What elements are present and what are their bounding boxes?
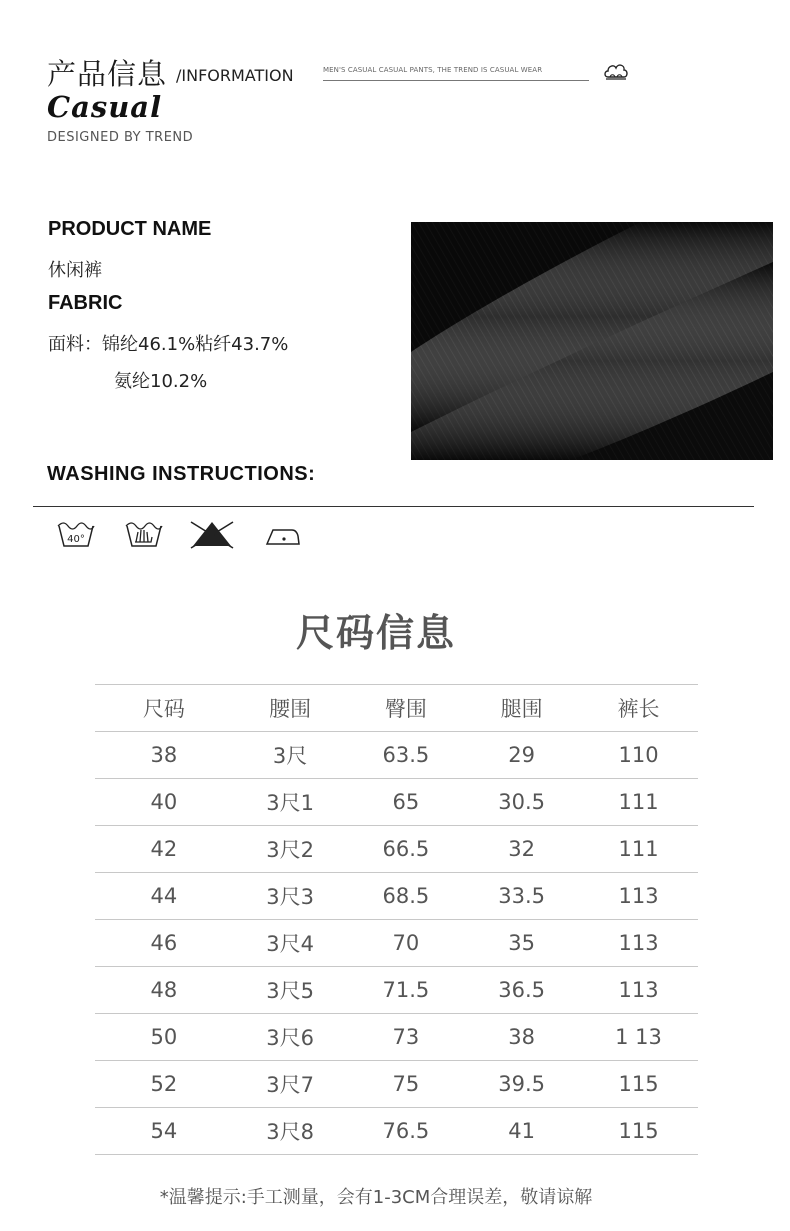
header-thigh: 腿围: [464, 685, 579, 732]
table-row: [95, 1014, 698, 1061]
measurement-note: *温馨提示:手工测量，会有1-3CM合理误差，敬请谅解: [159, 1187, 593, 1208]
cell-length: 111: [579, 826, 698, 873]
cloud-icon: [603, 60, 629, 82]
table-header-row: [95, 685, 698, 732]
cell-size: 40: [95, 779, 233, 826]
cell-waist: 3尺: [233, 732, 348, 779]
cell-hip: 68.5: [347, 873, 464, 920]
cell-waist: 3尺7: [233, 1061, 348, 1108]
cell-waist: 3尺1: [233, 779, 348, 826]
cell-waist: 3尺5: [233, 967, 348, 1014]
fabric-composition-line1: 面料：锦纶46.1%粘纤43.7%: [48, 334, 289, 355]
cell-thigh: 30.5: [464, 779, 579, 826]
cell-length: 115: [579, 1061, 698, 1108]
header-size: 尺码: [95, 685, 233, 732]
cell-size: 50: [95, 1014, 233, 1061]
page-title: 产品信息: [47, 57, 168, 91]
wash-40-icon: [56, 518, 96, 550]
cell-length: 110: [579, 732, 698, 779]
header-length: 裤长: [579, 685, 698, 732]
cell-hip: 76.5: [347, 1108, 464, 1155]
cell-waist: 3尺2: [233, 826, 348, 873]
product-name-value: 休闲裤: [48, 260, 102, 281]
cell-hip: 71.5: [347, 967, 464, 1014]
cell-length: 113: [579, 920, 698, 967]
cell-thigh: 38: [464, 1014, 579, 1061]
size-table: [95, 684, 698, 1155]
wash-temp-label: 40°: [67, 534, 85, 545]
cell-waist: 3尺8: [233, 1108, 348, 1155]
cell-waist: 3尺6: [233, 1014, 348, 1061]
cell-waist: 3尺4: [233, 920, 348, 967]
cell-hip: 66.5: [347, 826, 464, 873]
hand-wash-icon: [124, 518, 164, 550]
brand-script: Casual: [47, 90, 163, 124]
tagline: MEN'S CASUAL CASUAL PANTS, THE TREND IS CASUAL WEAR: [323, 66, 589, 81]
table-row: [95, 826, 698, 873]
cell-thigh: 39.5: [464, 1061, 579, 1108]
iron-low-icon: [264, 518, 302, 550]
table-row: [95, 967, 698, 1014]
cell-length: 111: [579, 779, 698, 826]
table-row: [95, 779, 698, 826]
cell-size: 42: [95, 826, 233, 873]
cell-hip: 75: [347, 1061, 464, 1108]
fabric-heading: FABRIC: [48, 292, 123, 314]
product-name-heading: PRODUCT NAME: [48, 218, 212, 240]
size-section-title: 尺码信息: [295, 611, 456, 655]
cell-hip: 70: [347, 920, 464, 967]
cell-length: 1 13: [579, 1014, 698, 1061]
fabric-composition-line2: 氨纶10.2%: [114, 371, 208, 392]
table-row: [95, 920, 698, 967]
cell-size: 44: [95, 873, 233, 920]
cell-length: 113: [579, 873, 698, 920]
table-row: [95, 1061, 698, 1108]
cell-hip: 73: [347, 1014, 464, 1061]
cell-thigh: 35: [464, 920, 579, 967]
table-row: [95, 732, 698, 779]
cell-thigh: 33.5: [464, 873, 579, 920]
cell-size: 54: [95, 1108, 233, 1155]
designed-by-label: DESIGNED BY TREND: [47, 130, 194, 145]
cell-size: 52: [95, 1061, 233, 1108]
cell-waist: 3尺3: [233, 873, 348, 920]
cell-thigh: 41: [464, 1108, 579, 1155]
cell-size: 46: [95, 920, 233, 967]
fabric-swatch-image: [411, 222, 773, 460]
cell-length: 113: [579, 967, 698, 1014]
no-bleach-icon: [189, 518, 235, 550]
cell-thigh: 36.5: [464, 967, 579, 1014]
header-hip: 臀围: [347, 685, 464, 732]
table-row: [95, 873, 698, 920]
header-waist: 腰围: [233, 685, 348, 732]
cell-thigh: 29: [464, 732, 579, 779]
page-subtitle: /INFORMATION: [176, 66, 294, 85]
divider: [33, 506, 754, 507]
table-row: [95, 1108, 698, 1155]
cell-length: 115: [579, 1108, 698, 1155]
cell-size: 48: [95, 967, 233, 1014]
cell-thigh: 32: [464, 826, 579, 873]
cell-size: 38: [95, 732, 233, 779]
cell-hip: 63.5: [347, 732, 464, 779]
cell-hip: 65: [347, 779, 464, 826]
washing-instructions-heading: WASHING INSTRUCTIONS:: [47, 463, 316, 485]
